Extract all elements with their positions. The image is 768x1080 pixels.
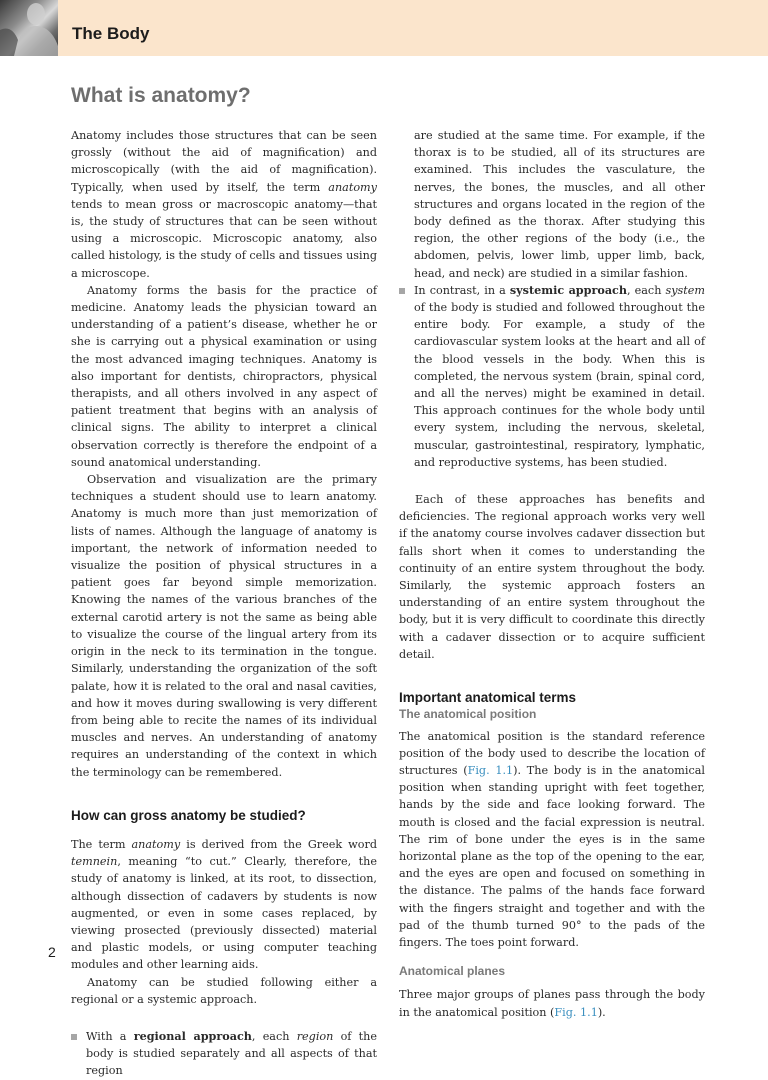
left-column <box>71 127 377 1080</box>
subsection-heading: The anatomical position <box>399 707 537 722</box>
paragraph: Three major groups of planes pass through the body in the anatomical position (Fig. 1.1). <box>399 988 705 1019</box>
section-heading: How can gross anatomy be studied? <box>71 807 306 823</box>
figure-reference-link[interactable]: Fig. 1.1 <box>554 1005 598 1019</box>
paragraph: Anatomy forms the basis for the practice of medicine. Anatomy leads the physician toward an understanding of a patient’s disease, whether he or she is carrying out a physical examination or using the most advanced imaging techniques. Anatomy is also important for dentists, chiropractors, physical therapists, and all others involved in any aspect of patient treatment that begins with an analysis of clinical signs. The ability to interpret a clinical observation correctly is therefore the endpoint of a sound anatomical understanding. <box>71 283 377 469</box>
subsection-heading: Anatomical planes <box>399 964 506 979</box>
paragraph: Observation and visualization are the primary techniques a student should use to learn anatomy. Anatomy is much more than just memorization of lists of names. Although the language of anatomy is important, the network of information needed to visualize the position of physical structures in a patient goes far beyond simple memorization. Knowing the names of the various branches of the external carotid artery is not the same as being able to visualize the course of the lingual artery from its origin in the neck to its termination in the tongue. Similarly, understanding the organization of the soft palate, how it is related to the oral and nasal cavities, and how it moves during swallowing is very different from being able to recite the names of its individual muscles and nerves. An understanding of anatomy requires an understanding of the context in which the terminology can be remembered. <box>71 473 377 779</box>
list-item-continued: are studied at the same time. For example, if the thorax is to be studied, all of its structures are examined. This includes the vasculature, the nerves, the bones, the muscles, and all other structures and organs located in the region of the body defined as the thorax. After studying this region, the other regions of the body (i.e., the abdomen, pelvis, lower limb, upper limb, back, head, and neck) are studied in a similar fashion. <box>414 129 705 280</box>
page-number: 2 <box>48 944 56 960</box>
page-title: What is anatomy? <box>71 84 251 107</box>
list-item: With a regional approach, each region of the body is studied separately and all aspects of that region <box>71 1028 377 1080</box>
figure-silhouette-icon <box>0 0 58 56</box>
figure-reference-link[interactable]: Fig. 1.1 <box>467 763 514 777</box>
bullet-square-icon <box>399 288 405 294</box>
paragraph: The anatomical position is the standard reference position of the body used to describe the location of structures (Fig. 1.1). The body is in the anatomical position when standing upright with feet together, hands by the side and face looking forward. The mouth is closed and the facial expression is neutral. The rim of bone under the eyes is in the same horizontal plane as the top of the opening to the ear, and the eyes are open and focused on something in the distance. The palms of the hands face forward with the fingers straight and together and with the pad of the thumb turned 90° to the pads of the fingers. The toes point forward. <box>399 729 705 949</box>
paragraph: The term anatomy is derived from the Greek word temnein, meaning “to cut.” Clearly, therefore, the study of anatomy is linked, at its root, to dissection, although dissection of cadavers by students is now augmented, or even in some cases replaced, by viewing prosected (previously dissected) material and plastic models, or using computer teaching modules and other learning aids. <box>71 837 378 972</box>
list-item: In contrast, in a systemic approach, each system of the body is studied and followed throughout the entire body. For example, a study of the cardiovascular system looks at the heart and all of the blood vessels in the body. When this is completed, the nervous system (brain, spinal cord, and all the nerves) might be examined in detail. This approach continues for the whole body until every system, including the nervous, skeletal, muscular, gastrointestinal, respiratory, lymphatic, and reproductive systems, has been studied. <box>399 282 705 471</box>
paragraph: Each of these approaches has benefits and deficiencies. The regional approach works very well if the anatomy course involves cadaver dissection but falls short when it comes to understanding the continuity of an entire system throughout the body. Similarly, the systemic approach fosters an understanding of an entire system throughout the body, but it is very difficult to coordinate this directly with a cadaver dissection or to acquire sufficient detail. <box>399 493 705 661</box>
paragraph: Anatomy includes those structures that can be seen grossly (without the aid of magnification) and microscopically (with the aid of magnification). Typically, when used by itself, the term anatomy tends to mean gross or macroscopic anatomy—that is, the study of structures that can be seen without using a microscopic. Microscopic anatomy, also called histology, is the study of cells and tissues using a microscope. <box>71 129 377 280</box>
section-heading: Important anatomical terms <box>399 690 577 706</box>
right-column <box>399 127 705 1021</box>
bullet-square-icon <box>71 1034 77 1040</box>
running-header-title: The Body <box>72 24 150 43</box>
header-anatomy-photo <box>0 0 58 56</box>
paragraph: Anatomy can be studied following either a regional or a systemic approach. <box>71 975 377 1006</box>
